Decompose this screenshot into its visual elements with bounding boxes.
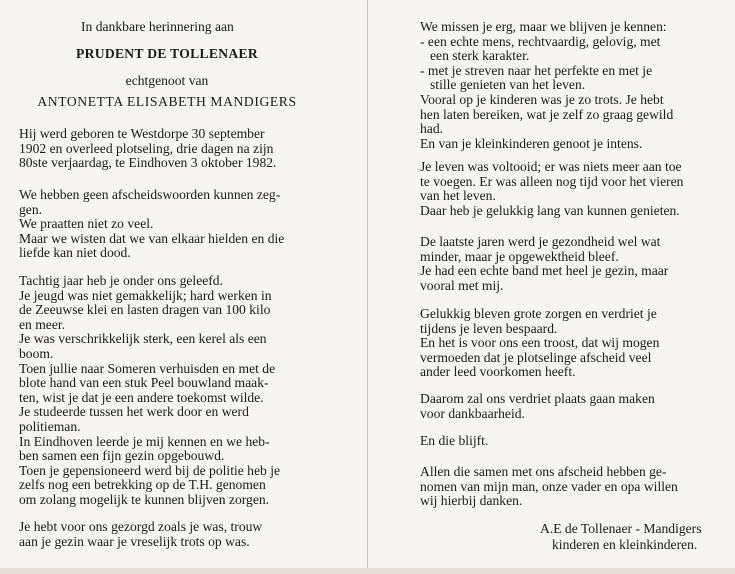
deceased-name: PRUDENT DE TOLLENAER <box>75 46 258 61</box>
text-line: Je was verschrikkelijk sterk, een kerel als een <box>19 331 267 347</box>
text-line: te voegen. Er was alleen nog tijd voor het vieren <box>420 173 684 189</box>
card-bottom-edge <box>0 568 735 574</box>
text-line: Daar heb je gelukkig lang van kunnen genieten. <box>420 202 680 218</box>
text-line: Toen je gepensioneerd werd bij de politie heb je <box>19 462 281 478</box>
paragraph-missing <box>420 20 722 151</box>
paragraph-remains <box>420 434 722 449</box>
text-line: vermoeden dat je plotselinge afscheid veel <box>420 349 652 365</box>
text-line: 80ste verjaardag, te Eindhoven 3 oktober 1982. <box>19 155 277 171</box>
text-line: ander leed voorkomen heeft. <box>420 364 576 380</box>
text-line: Toen jullie naar Someren verhuisden en met de <box>19 360 276 376</box>
paragraph-completed-life <box>420 160 722 218</box>
text-line: gen. <box>19 201 43 217</box>
paragraph-gratitude <box>420 392 722 421</box>
text-line: - met je streven naar het perfekte en met je <box>420 62 653 78</box>
paragraph-birth <box>19 127 315 171</box>
center-fold <box>367 0 368 574</box>
text-line: nomen van mijn man, onze vader en opa willen <box>420 478 678 494</box>
text-line: 1902 en overleed plotseling, drie dagen na zijn <box>19 140 274 156</box>
text-line: Je studeerde tussen het werk door en werd <box>19 404 249 420</box>
paragraph-farewell <box>19 188 315 261</box>
text-line: stille genieten van het leven. <box>430 77 586 93</box>
text-line: En die blijft. <box>420 433 489 448</box>
signature-subline: kinderen en kleinkinderen. <box>552 537 698 552</box>
text-line: Allen die samen met ons afscheid hebben ge- <box>420 464 667 479</box>
paragraph-last-years <box>420 235 722 293</box>
text-line: Je jeugd was niet gemakkelijk; hard werken in <box>19 287 272 303</box>
signature-name: A.E de Tollenaer - Mandigers <box>540 521 702 536</box>
text-line: van het leven. <box>420 188 496 204</box>
text-line: We missen je erg, maar we blijven je kennen: <box>420 19 667 34</box>
text-line: De laatste jaren werd je gezondheid wel wat <box>420 234 661 249</box>
text-line: We praatten niet zo veel. <box>19 216 154 232</box>
text-line: liefde kan niet dood. <box>19 245 131 261</box>
text-line: In Eindhoven leerde je mij kennen en we heb- <box>19 433 270 449</box>
text-line: vooral met mij. <box>420 277 504 293</box>
text-line: Maar we wisten dat we van elkaar hielden en die <box>19 230 285 246</box>
text-line: wij hierbij danken. <box>420 493 523 509</box>
text-line: en meer. <box>19 316 66 332</box>
text-line: boom. <box>19 345 54 361</box>
text-line: een sterk karakter. <box>430 48 530 64</box>
text-line: Je had een echte band met heel je gezin, maar <box>420 263 669 279</box>
text-line: ten, wist je dat je een andere toekomst wilde. <box>19 389 264 405</box>
text-line: Je leven was voltooid; er was niets meer aan toe <box>420 159 682 174</box>
paragraph-thanks <box>420 465 722 509</box>
spouse-name: ANTONETTA ELISABETH MANDIGERS <box>37 94 297 109</box>
text-line: Je hebt voor ons gezorgd zoals je was, trouw <box>19 519 263 534</box>
text-line: Tachtig jaar heb je onder ons geleefd. <box>19 273 223 288</box>
text-line: Daarom zal ons verdriet plaats gaan maken <box>420 391 655 406</box>
text-line: om zolang mogelijk te kunnen blijven zorgen. <box>19 491 270 507</box>
text-line: En van je kleinkinderen genoot je intens. <box>420 135 643 151</box>
text-line: ben samen een fijn gezin opgebouwd. <box>19 448 225 464</box>
text-line: aan je gezin waar je vreselijk trots op was. <box>19 533 250 549</box>
text-line: Gelukkig bleven grote zorgen en verdriet je <box>420 306 657 321</box>
text-line: hen laten bereiken, wat je zelf zo graag gewild <box>420 106 674 122</box>
text-line: - een echte mens, rechtvaardig, gelovig, met <box>420 33 661 49</box>
paragraph-life <box>19 274 315 508</box>
spouse-label: echtgenoot van <box>125 73 209 88</box>
text-line: politieman. <box>19 418 81 434</box>
text-line: minder, maar je opgewektheid bleef. <box>420 248 619 264</box>
text-line: En het is voor ons een troost, dat wij mogen <box>420 335 660 351</box>
text-line: voor dankbaarheid. <box>420 405 525 421</box>
text-line: Vooral op je kinderen was je zo trots. Je hebt <box>420 91 664 107</box>
paragraph-comfort <box>420 307 722 380</box>
text-line: had. <box>420 121 444 137</box>
text-line: zelfs nog een betrekking op de T.H. genomen <box>19 477 266 493</box>
paragraph-care <box>19 520 315 549</box>
text-line: blote hand van een stuk Peel bouwland maak- <box>19 375 269 391</box>
text-line: tijdens je leven bespaard. <box>420 320 558 336</box>
text-line: de Zeeuwse klei en lasten dragen van 100 kilo <box>19 302 271 318</box>
text-line: Hij werd geboren te Westdorpe 30 september <box>19 126 265 141</box>
text-line: We hebben geen afscheidswoorden kunnen zeg- <box>19 187 281 202</box>
intro-line: In dankbare herinnering aan <box>81 19 234 34</box>
